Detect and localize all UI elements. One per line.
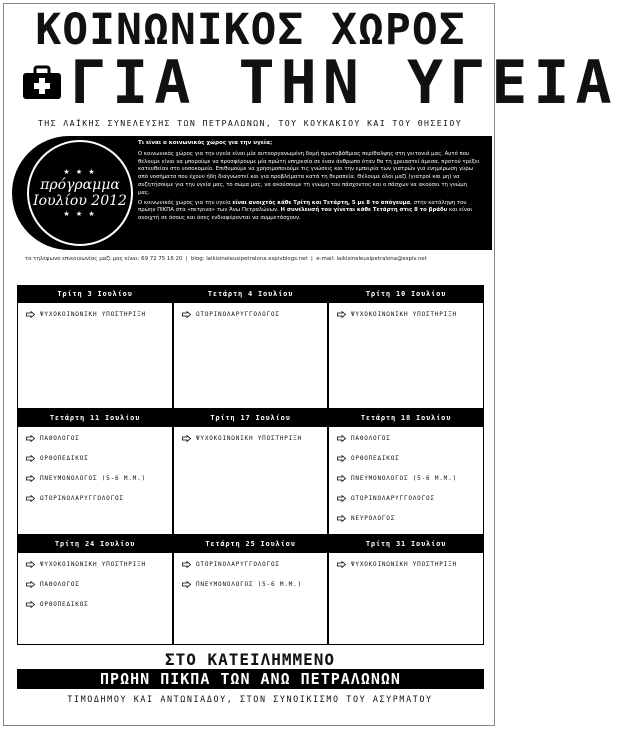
phone-label: το τηλέφωνο επικοινωνίας μαζί μας είναι: — [25, 256, 140, 262]
schedule-day-header: Τρίτη 31 Ιουλίου — [329, 536, 483, 553]
info-text — [138, 140, 480, 225]
arrow-right-icon — [337, 311, 346, 318]
schedule-item-label: ΠΝΕΥΜΟΝΟΛΟΓΟΣ (5-6 Μ.Μ.) — [351, 475, 457, 482]
info-p2-post: και είναι ανοιχτή σε όσους και όσες ενδιαφέρονται να συμμετάσχουν. — [138, 207, 473, 222]
badge-line2: Ιουλίου 2012 — [33, 193, 127, 209]
arrow-right-icon — [182, 581, 191, 588]
arrow-right-icon — [26, 495, 35, 502]
schedule-item-label: ΠΑΘΟΛΟΓΟΣ — [351, 435, 391, 442]
footer-line2: ΠΡΩΗΝ ΠΙΚΠΑ ΤΩΝ ΑΝΩ ΠΕΤΡΑΛΩΝΩΝ — [17, 669, 484, 689]
schedule-day-header: Τρίτη 17 Ιουλίου — [174, 410, 327, 427]
arrow-right-icon — [26, 601, 35, 608]
info-question: Τι είναι ο κοινωνικός χώρος για την υγεία; — [138, 140, 273, 146]
info-p2-mid: , στην κατάληψη του πρώην ΠΙΚΠΑ στα «πετρινα» των Άνω Πετραλώνων. — [138, 199, 467, 214]
phone-number[interactable]: 69 72 75 16 20 — [141, 256, 183, 262]
footer-line1: ΣΤΟ ΚΑΤΕΙΛΗΜΜΕΝΟ — [164, 650, 336, 669]
schedule-item-label: ΟΡΘΟΠΕΔΙΚΟΣ — [351, 455, 400, 462]
info-p2-assembly: Η συνέλευσή του γίνεται κάθε Τετάρτη στις 8 το βράδυ — [280, 207, 448, 214]
schedule-day-header: Τετάρτη 18 Ιουλίου — [329, 410, 483, 427]
schedule-item — [337, 311, 477, 318]
schedule-cell — [17, 535, 173, 645]
schedule-items — [329, 427, 483, 522]
title-line1: ΚΟΙΝΩΝΙΚΟΣ ΧΩΡΟΣ — [35, 5, 466, 55]
schedule-item — [182, 581, 321, 588]
schedule-item — [26, 601, 166, 608]
schedule-item — [26, 581, 166, 588]
info-paragraph-2 — [138, 200, 480, 223]
schedule-item — [337, 495, 477, 502]
schedule-item-label: ΠΝΕΥΜΟΝΟΛΟΓΟΣ (5-6 Μ.Μ.) — [40, 475, 146, 482]
schedule-items — [174, 427, 327, 442]
schedule-cell — [328, 285, 484, 409]
stars-bottom: ★ ★ ★ — [63, 210, 97, 218]
info-p2-pre: Ο κοινωνικός χώρος για την υγεία — [138, 199, 233, 206]
schedule-item — [337, 515, 477, 522]
schedule-item-label: ΟΡΘΟΠΕΔΙΚΟΣ — [40, 455, 89, 462]
info-paragraph-1: Ο κοινωνικός χώρος για την υγεία είναι μία αυτοοργανωμένη δομή πρωτοβάθμιας περίθαλψης στη γειτονιά μας. Αυτό που θέλουμε είναι να μπορούμε να προσφέρουμε μία πρώτη υπηρεσία σε έναν άνθρωπο όταν θα τη χρειαστεί άμεσα, προτού τρέξει κατευθείαν στο νοσοκομείο. Επιθυμούμε να χρησιμοποιούμε τις γνώσεις και την εμπειρία των γιατρών για ενημέρωση γύρω από νοσήματα που έχουν ήδη διαγνωστεί και για προβλήματα κατά τη θεραπεία. Θέλουμε όλοι μαζί (γιατροί και μη) να συζητήσουμε για την υγεία μας, το σώμα μας, να ακούσουμε τη γνώμη του πάσχοντος και ο πάσχων να ακούσει τη γνώμη μας. — [138, 150, 480, 196]
schedule-day-header: Τρίτη 10 Ιουλίου — [329, 286, 483, 303]
schedule-cell — [328, 535, 484, 645]
footer-address: ΤΙΜΟΔΗΜΟΥ ΚΑΙ ΑΝΤΩΝΙΑΔΟΥ, ΣΤΟΝ ΣΥΝΟΙΚΙΣΜΟ ΤΟΥ ΑΣΥΡΜΑΤΟΥ — [67, 694, 433, 704]
schedule-item-label: ΠΑΘΟΛΟΓΟΣ — [40, 435, 80, 442]
schedule-item — [26, 495, 166, 502]
schedule-items — [174, 553, 327, 588]
schedule-item — [337, 455, 477, 462]
program-badge — [27, 140, 133, 246]
arrow-right-icon — [337, 561, 346, 568]
arrow-right-icon — [26, 561, 35, 568]
schedule-day-header: Τρίτη 3 Ιουλίου — [18, 286, 172, 303]
arrow-right-icon — [26, 581, 35, 588]
medical-kit-icon — [22, 66, 62, 100]
schedule-items — [18, 427, 172, 502]
schedule-item-label: ΠΑΘΟΛΟΓΟΣ — [40, 581, 80, 588]
schedule-cell — [328, 409, 484, 535]
schedule-day-header: Τετάρτη 11 Ιουλίου — [18, 410, 172, 427]
schedule-item-label: ΨΥΧΟΚΟΙΝΩΝΙΚΗ ΥΠΟΣΤΗΡΙΞΗ — [40, 311, 146, 318]
blog-link[interactable]: laikisineleusipetralona.espivblogs.net — [206, 256, 308, 262]
blog-label: blog: — [191, 256, 205, 262]
schedule-cell — [173, 409, 328, 535]
schedule-item-label: ΝΕΥΡΟΛΟΓΟΣ — [351, 515, 396, 522]
schedule-items — [18, 303, 172, 318]
schedule-item — [26, 475, 166, 482]
arrow-right-icon — [182, 435, 191, 442]
schedule-day-header: Τετάρτη 4 Ιουλίου — [174, 286, 327, 303]
info-p2-hours: είναι ανοιχτός κάθε Τρίτη και Τετάρτη, 5 με 8 το απόγευμα — [232, 199, 411, 206]
schedule-item — [182, 311, 321, 318]
schedule-item — [182, 561, 321, 568]
schedule-item — [26, 311, 166, 318]
arrow-right-icon — [182, 561, 191, 568]
schedule-cell — [173, 535, 328, 645]
schedule-items — [329, 303, 483, 318]
schedule-item — [337, 561, 477, 568]
schedule-day-header: Τετάρτη 25 Ιουλίου — [174, 536, 327, 553]
arrow-right-icon — [26, 455, 35, 462]
schedule-items — [174, 303, 327, 318]
title-line2: ΓΙΑ ΤΗΝ ΥΓΕΙΑ — [70, 48, 618, 118]
schedule-item-label: ΨΥΧΟΚΟΙΝΩΝΙΚΗ ΥΠΟΣΤΗΡΙΞΗ — [351, 311, 457, 318]
schedule-items — [18, 553, 172, 608]
arrow-right-icon — [337, 455, 346, 462]
subtitle: ΤΗΣ ΛΑΪΚΗΣ ΣΥΝΕΛΕΥΣΗΣ ΤΩΝ ΠΕΤΡΑΛΩΝΩΝ, ΤΟΥ ΚΟΥΚΑΚΙΟΥ ΚΑΙ ΤΟΥ ΘΗΣΕΙΟΥ — [37, 118, 463, 128]
arrow-right-icon — [182, 311, 191, 318]
schedule-item-label: ΨΥΧΟΚΟΙΝΩΝΙΚΗ ΥΠΟΣΤΗΡΙΞΗ — [351, 561, 457, 568]
stars-top: ★ ★ ★ — [63, 168, 97, 176]
badge-line1: πρόγραμμα — [40, 177, 120, 193]
schedule-item-label: ΟΡΘΟΠΕΔΙΚΟΣ — [40, 601, 89, 608]
schedule-day-header: Τρίτη 24 Ιουλίου — [18, 536, 172, 553]
arrow-right-icon — [26, 475, 35, 482]
schedule-item — [26, 561, 166, 568]
schedule-cell — [173, 285, 328, 409]
arrow-right-icon — [337, 515, 346, 522]
schedule-cell — [17, 285, 173, 409]
email-label: e-mail: — [316, 256, 335, 262]
contact-line: το τηλέφωνο επικοινωνίας μαζί μας είναι: 69 72 75 16 20 | blog: laikisineleusipetralona.espivblogs.net | e-mail: laikisineleusipetralona@espiv.net — [25, 256, 427, 262]
schedule-cell — [17, 409, 173, 535]
schedule-items — [329, 553, 483, 568]
arrow-right-icon — [337, 435, 346, 442]
arrow-right-icon — [337, 475, 346, 482]
arrow-right-icon — [337, 495, 346, 502]
email-link[interactable]: laikisineleusipetralona@espiv.net — [336, 256, 427, 262]
schedule-item-label: ΨΥΧΟΚΟΙΝΩΝΙΚΗ ΥΠΟΣΤΗΡΙΞΗ — [196, 435, 302, 442]
schedule-item-label: ΠΝΕΥΜΟΝΟΛΟΓΟΣ (5-6 Μ.Μ.) — [196, 581, 302, 588]
arrow-right-icon — [26, 311, 35, 318]
schedule-item — [182, 435, 321, 442]
schedule-item-label: ΩΤΟΡΙΝΟΛΑΡΥΓΓΟΛΟΓΟΣ — [351, 495, 435, 502]
schedule-item-label: ΨΥΧΟΚΟΙΝΩΝΙΚΗ ΥΠΟΣΤΗΡΙΞΗ — [40, 561, 146, 568]
schedule-item — [337, 435, 477, 442]
schedule-item — [26, 455, 166, 462]
arrow-right-icon — [26, 435, 35, 442]
schedule-item — [337, 475, 477, 482]
schedule-item-label: ΩΤΟΡΙΝΟΛΑΡΥΓΓΟΛΟΓΟΣ — [40, 495, 124, 502]
schedule-item-label: ΩΤΟΡΙΝΟΛΑΡΥΓΓΟΛΟΓΟΣ — [196, 561, 280, 568]
schedule-item — [26, 435, 166, 442]
schedule-item-label: ΩΤΟΡΙΝΟΛΑΡΥΓΓΟΛΟΓΟΣ — [196, 311, 280, 318]
